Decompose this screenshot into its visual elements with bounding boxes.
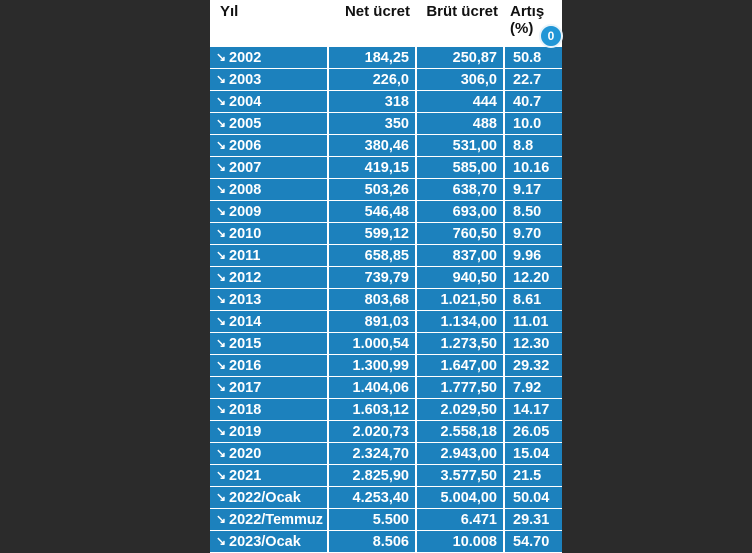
arrow-down-right-icon: ↘: [216, 115, 227, 130]
cell-year-label: 2010: [229, 225, 262, 242]
cell-year: [210, 443, 328, 465]
cell-year-label: 2023/Ocak: [229, 533, 301, 550]
cell-gross-wage: 1.647,00: [416, 355, 504, 377]
arrow-down-right-icon: ↘: [216, 49, 227, 64]
cell-net-wage: 1.603,12: [328, 399, 416, 421]
arrow-down-right-icon: ↘: [216, 401, 227, 416]
cell-increase-percent: 29.31: [504, 509, 562, 531]
cell-year: [210, 91, 328, 113]
cell-gross-wage: 760,50: [416, 223, 504, 245]
table-row: [210, 311, 562, 333]
arrow-down-right-icon: ↘: [216, 467, 227, 482]
cell-gross-wage: 940,50: [416, 267, 504, 289]
cell-year-label: 2022/Ocak: [229, 489, 301, 506]
table-row: [210, 487, 562, 509]
cell-gross-wage: 306,0: [416, 69, 504, 91]
cell-year: [210, 201, 328, 223]
cell-year: [210, 157, 328, 179]
cell-gross-wage: 693,00: [416, 201, 504, 223]
cell-year: [210, 399, 328, 421]
table-row: [210, 135, 562, 157]
cell-net-wage: 658,85: [328, 245, 416, 267]
cell-increase-percent: 12.30: [504, 333, 562, 355]
arrow-down-right-icon: ↘: [216, 511, 227, 526]
cell-increase-percent: 9.70: [504, 223, 562, 245]
cell-year-label: 2008: [229, 181, 262, 198]
cell-net-wage: 803,68: [328, 289, 416, 311]
cell-year-label: 2009: [229, 203, 262, 220]
cell-year: [210, 223, 328, 245]
cell-increase-percent: 7.92: [504, 377, 562, 399]
table-row: [210, 399, 562, 421]
cell-net-wage: 350: [328, 113, 416, 135]
cell-year-label: 2004: [229, 93, 262, 110]
cell-increase-percent: 29.32: [504, 355, 562, 377]
cell-increase-percent: 8.50: [504, 201, 562, 223]
column-header-increase: Artış (%): [504, 0, 562, 47]
cell-gross-wage: 1.134,00: [416, 311, 504, 333]
cell-year: [210, 113, 328, 135]
cell-increase-percent: 11.01: [504, 311, 562, 333]
cell-increase-percent: 21.5: [504, 465, 562, 487]
table-head: [210, 0, 562, 47]
table-row: [210, 333, 562, 355]
table-row: [210, 267, 562, 289]
table-body: [210, 47, 562, 553]
cell-year-label: 2021: [229, 467, 262, 484]
cell-net-wage: 2.825,90: [328, 465, 416, 487]
table-row: [210, 157, 562, 179]
arrow-down-right-icon: ↘: [216, 335, 227, 350]
arrow-down-right-icon: ↘: [216, 93, 227, 108]
cell-year-label: 2020: [229, 445, 262, 462]
table-row: [210, 443, 562, 465]
cell-net-wage: 503,26: [328, 179, 416, 201]
cell-year: [210, 487, 328, 509]
cell-net-wage: 4.253,40: [328, 487, 416, 509]
table-row: [210, 113, 562, 135]
cell-year: [210, 311, 328, 333]
cell-year-label: 2013: [229, 291, 262, 308]
table-header-row: [210, 0, 562, 47]
table-row: [210, 245, 562, 267]
table-row: [210, 179, 562, 201]
cell-year-label: 2007: [229, 159, 262, 176]
arrow-down-right-icon: ↘: [216, 247, 227, 262]
cell-increase-percent: 22.7: [504, 69, 562, 91]
arrow-down-right-icon: ↘: [216, 533, 227, 548]
cell-gross-wage: 1.777,50: [416, 377, 504, 399]
cell-gross-wage: 531,00: [416, 135, 504, 157]
cell-net-wage: 1.300,99: [328, 355, 416, 377]
cell-net-wage: 2.020,73: [328, 421, 416, 443]
cell-year-label: 2014: [229, 313, 262, 330]
cell-year: [210, 135, 328, 157]
status-badge[interactable]: 0: [539, 24, 563, 48]
cell-gross-wage: 5.004,00: [416, 487, 504, 509]
cell-increase-percent: 14.17: [504, 399, 562, 421]
cell-increase-percent: 10.16: [504, 157, 562, 179]
cell-year-label: 2011: [229, 247, 261, 264]
cell-year: [210, 377, 328, 399]
cell-gross-wage: 2.943,00: [416, 443, 504, 465]
arrow-down-right-icon: ↘: [216, 137, 227, 152]
cell-net-wage: 546,48: [328, 201, 416, 223]
arrow-down-right-icon: ↘: [216, 423, 227, 438]
cell-year-label: 2012: [229, 269, 262, 286]
cell-year: [210, 179, 328, 201]
arrow-down-right-icon: ↘: [216, 445, 227, 460]
cell-gross-wage: 1.273,50: [416, 333, 504, 355]
table-row: [210, 355, 562, 377]
cell-net-wage: 380,46: [328, 135, 416, 157]
table-row: [210, 201, 562, 223]
cell-year: [210, 333, 328, 355]
arrow-down-right-icon: ↘: [216, 357, 227, 372]
cell-increase-percent: 10.0: [504, 113, 562, 135]
arrow-down-right-icon: ↘: [216, 71, 227, 86]
cell-increase-percent: 9.17: [504, 179, 562, 201]
cell-gross-wage: 444: [416, 91, 504, 113]
cell-increase-percent: 15.04: [504, 443, 562, 465]
cell-net-wage: 599,12: [328, 223, 416, 245]
cell-net-wage: 318: [328, 91, 416, 113]
column-header-year: Yıl: [210, 0, 328, 47]
table-row: [210, 377, 562, 399]
arrow-down-right-icon: ↘: [216, 379, 227, 394]
cell-net-wage: 2.324,70: [328, 443, 416, 465]
table-row: [210, 47, 562, 69]
cell-gross-wage: 488: [416, 113, 504, 135]
cell-gross-wage: 585,00: [416, 157, 504, 179]
cell-year-label: 2002: [229, 49, 262, 66]
table-row: [210, 289, 562, 311]
cell-year-label: 2005: [229, 115, 262, 132]
cell-year-label: 2003: [229, 71, 262, 88]
cell-net-wage: 8.506: [328, 531, 416, 553]
cell-net-wage: 419,15: [328, 157, 416, 179]
cell-increase-percent: 9.96: [504, 245, 562, 267]
cell-net-wage: 1.000,54: [328, 333, 416, 355]
arrow-down-right-icon: ↘: [216, 291, 227, 306]
cell-year-label: 2019: [229, 423, 262, 440]
arrow-down-right-icon: ↘: [216, 159, 227, 174]
table-row: [210, 223, 562, 245]
cell-gross-wage: 10.008: [416, 531, 504, 553]
cell-year-label: 2017: [229, 379, 262, 396]
table-row: [210, 91, 562, 113]
cell-gross-wage: 1.021,50: [416, 289, 504, 311]
column-header-net: Net ücret: [328, 0, 416, 47]
arrow-down-right-icon: ↘: [216, 313, 227, 328]
column-header-gross: Brüt ücret: [416, 0, 504, 47]
cell-increase-percent: 50.8: [504, 47, 562, 69]
cell-increase-percent: 50.04: [504, 487, 562, 509]
cell-increase-percent: 8.8: [504, 135, 562, 157]
cell-increase-percent: 8.61: [504, 289, 562, 311]
cell-gross-wage: 638,70: [416, 179, 504, 201]
cell-increase-percent: 54.70: [504, 531, 562, 553]
cell-gross-wage: 2.558,18: [416, 421, 504, 443]
cell-increase-percent: 12.20: [504, 267, 562, 289]
cell-year: [210, 531, 328, 553]
cell-net-wage: 1.404,06: [328, 377, 416, 399]
cell-net-wage: 5.500: [328, 509, 416, 531]
table-row: [210, 421, 562, 443]
cell-increase-percent: 26.05: [504, 421, 562, 443]
table-row: [210, 531, 562, 553]
cell-net-wage: 184,25: [328, 47, 416, 69]
cell-net-wage: 739,79: [328, 267, 416, 289]
table-row: [210, 509, 562, 531]
table-row: [210, 465, 562, 487]
cell-year-label: 2015: [229, 335, 262, 352]
cell-year: [210, 245, 328, 267]
arrow-down-right-icon: ↘: [216, 225, 227, 240]
cell-year: [210, 289, 328, 311]
cell-gross-wage: 3.577,50: [416, 465, 504, 487]
cell-year: [210, 465, 328, 487]
cell-year: [210, 47, 328, 69]
cell-gross-wage: 6.471: [416, 509, 504, 531]
arrow-down-right-icon: ↘: [216, 181, 227, 196]
arrow-down-right-icon: ↘: [216, 489, 227, 504]
wage-table-sheet: [210, 0, 562, 550]
minimum-wage-table: [210, 0, 562, 553]
cell-net-wage: 226,0: [328, 69, 416, 91]
cell-year-label: 2018: [229, 401, 262, 418]
arrow-down-right-icon: ↘: [216, 203, 227, 218]
cell-year-label: 2016: [229, 357, 262, 374]
cell-year-label: 2022/Temmuz: [229, 511, 324, 528]
cell-gross-wage: 837,00: [416, 245, 504, 267]
cell-year: [210, 355, 328, 377]
arrow-down-right-icon: ↘: [216, 269, 227, 284]
cell-gross-wage: 2.029,50: [416, 399, 504, 421]
cell-increase-percent: 40.7: [504, 91, 562, 113]
cell-gross-wage: 250,87: [416, 47, 504, 69]
cell-year: [210, 509, 328, 531]
table-row: [210, 69, 562, 91]
cell-net-wage: 891,03: [328, 311, 416, 333]
cell-year-label: 2006: [229, 137, 262, 154]
cell-year: [210, 267, 328, 289]
cell-year: [210, 69, 328, 91]
cell-year: [210, 421, 328, 443]
